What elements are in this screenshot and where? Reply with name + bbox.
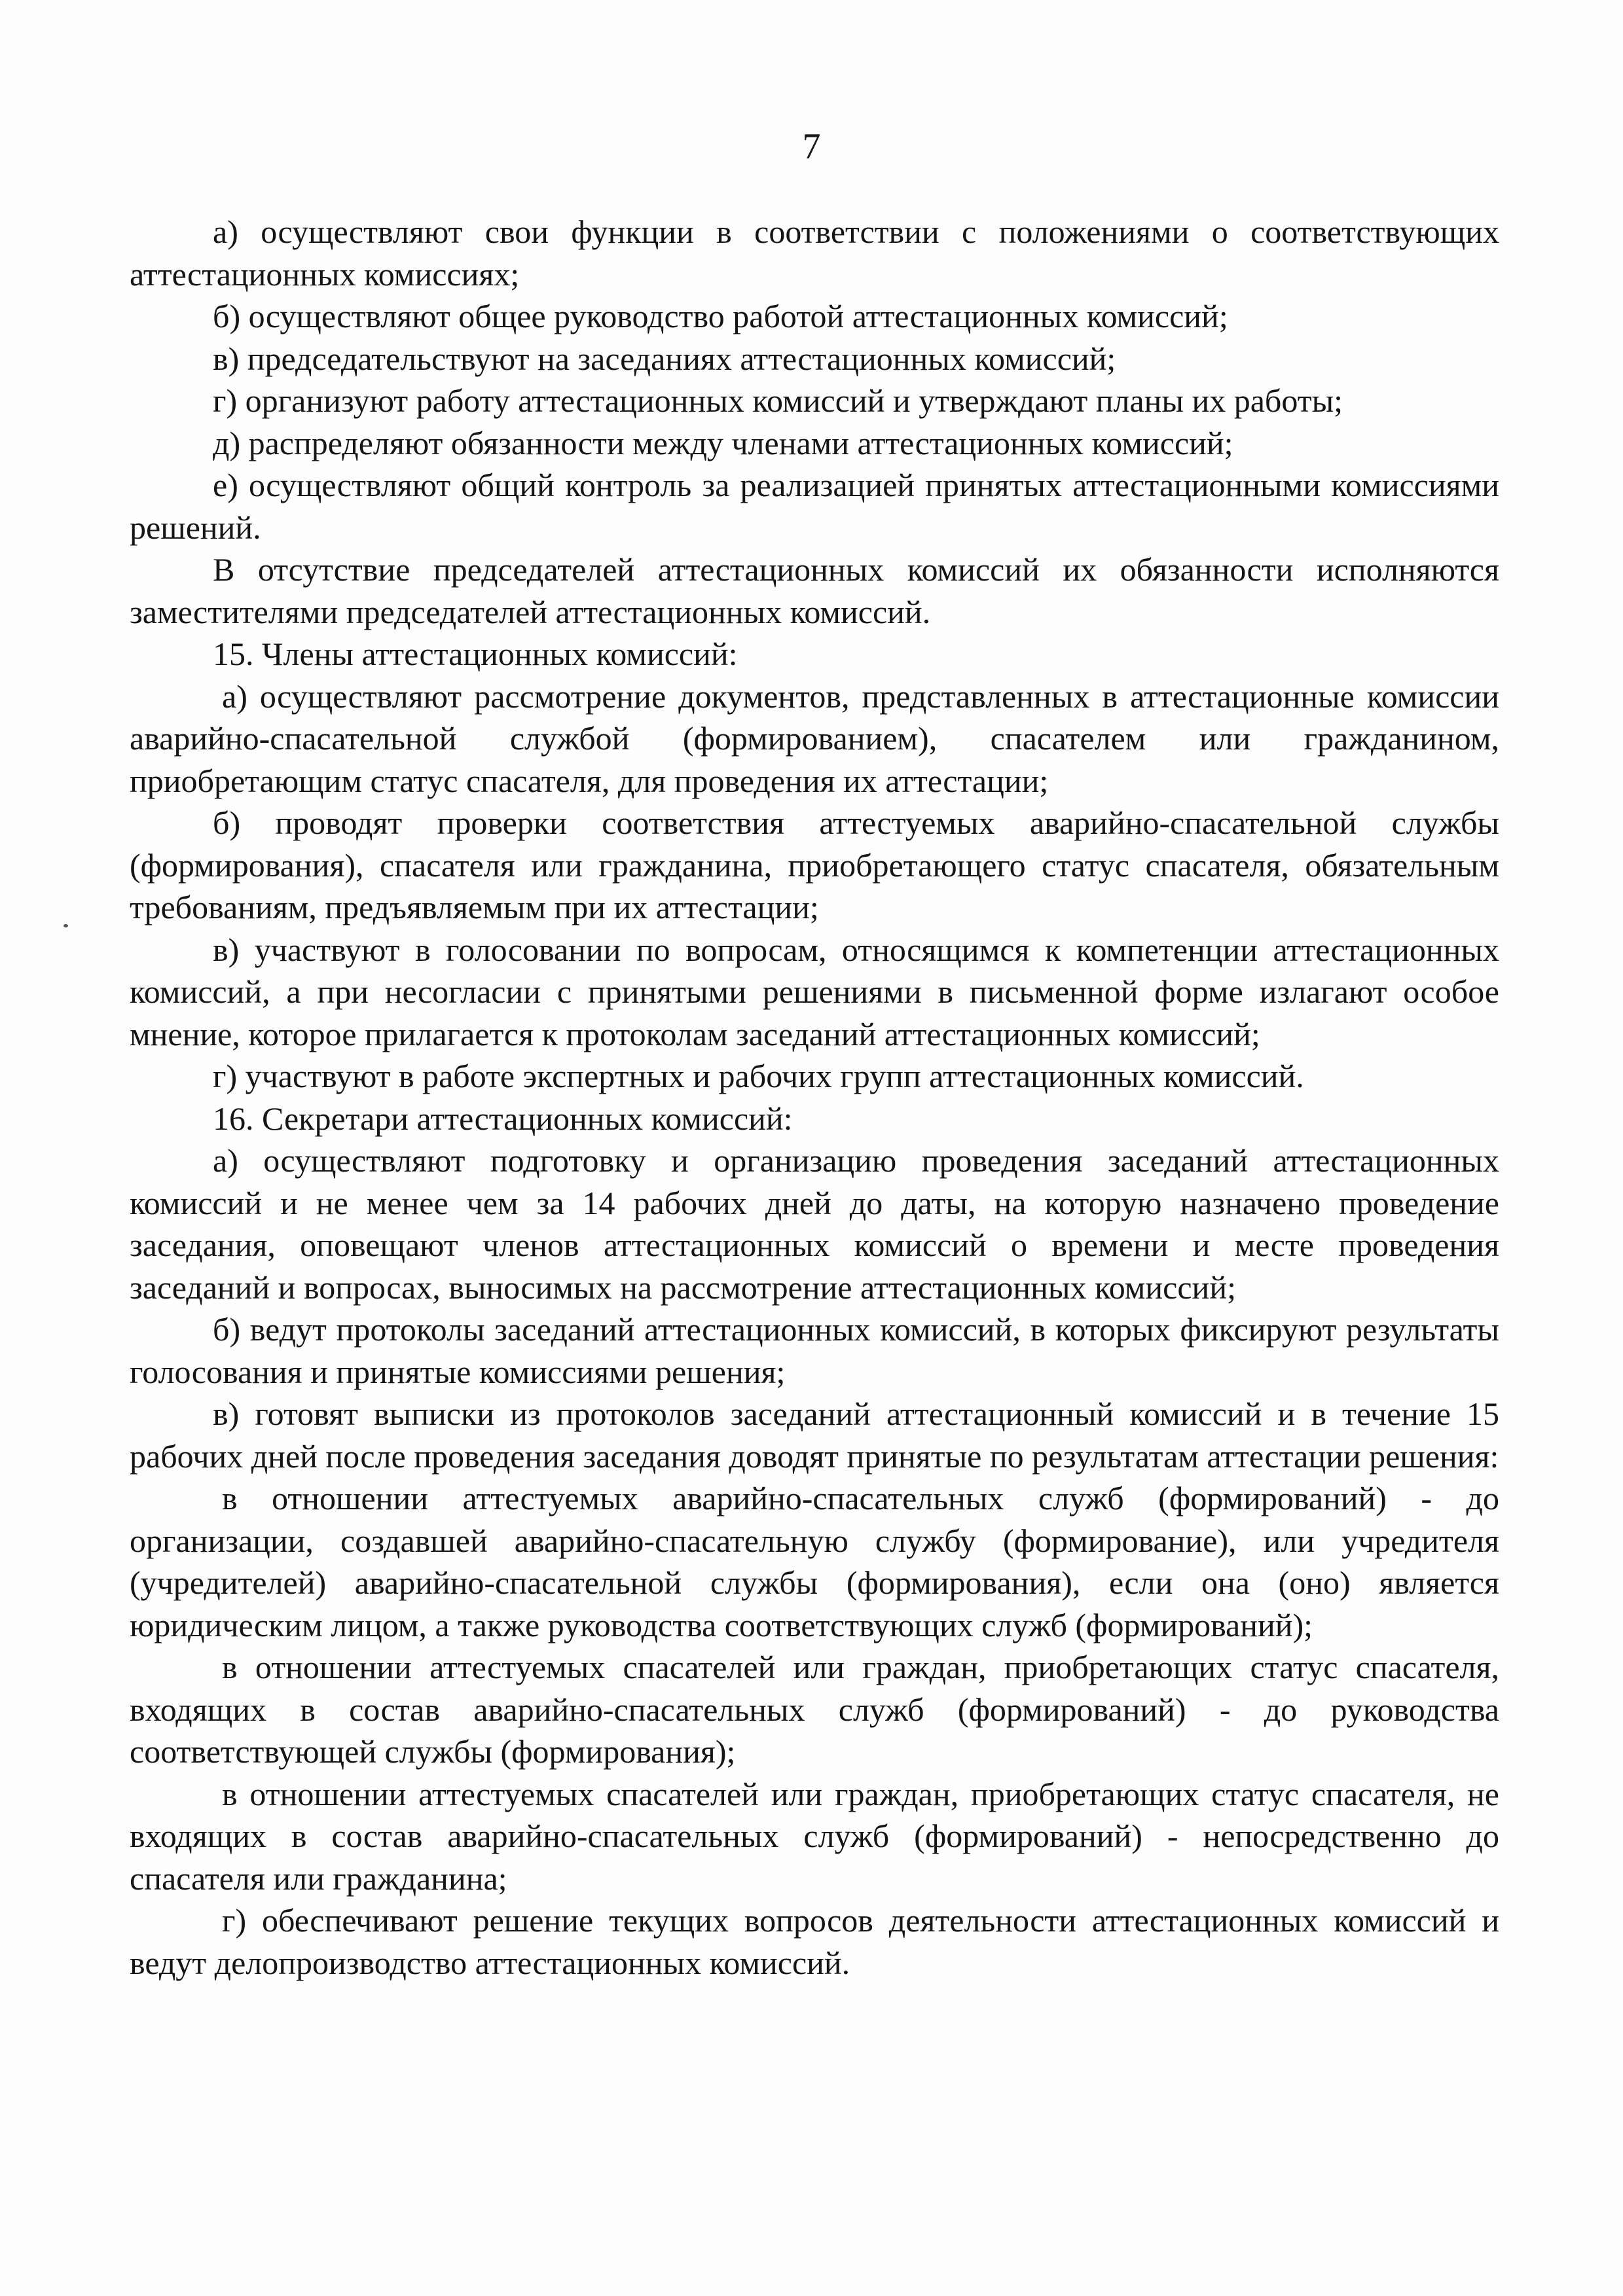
section-16-heading: 16. Секретари аттестационных комиссий: — [213, 1100, 793, 1137]
paragraph-16v-services: в отношении аттестуемых аварийно-спасательных служб (формирований) - до организации, создавшей аварийно-спасательную службу (формирование), или учредителя (учредителей) аварийно-спасательной службы (формирования), если она (оно) является юридическим лицом, а также руководства соответствующих служб (формирований); — [130, 1480, 1499, 1643]
scan-artifact — [64, 924, 68, 927]
paragraph-14g: г) организуют работу аттестационных комиссий и утверждают планы их работы; — [213, 382, 1343, 419]
paragraph-16v-members: в отношении аттестуемых спасателей или граждан, приобретающих статус спасателя, входящих в состав аварийно-спасательных служб (формирований) - до руководства соответствующей службы (формирования); — [130, 1649, 1499, 1770]
paragraph-16b: б) ведут протоколы заседаний аттестационных комиссий, в которых фиксируют результаты голосования и принятые комиссиями решения; — [130, 1311, 1499, 1390]
paragraph-15b: б) проводят проверки соответствия аттестуемых аварийно-спасательной службы (формирования), спасателя или гражданина, приобретающего статус спасателя, обязательным требованиям, предъявляемым при их аттестации; — [130, 804, 1499, 925]
paragraph-14b: б) осуществляют общее руководство работой аттестационных комиссий; — [213, 298, 1228, 334]
paragraph-15g: г) участвуют в работе экспертных и рабочих групп аттестационных комиссий. — [213, 1058, 1304, 1094]
page-number: 7 — [802, 126, 821, 167]
paragraph-14a: а) осуществляют свои функции в соответствии с положениями о соответствующих аттестационных комиссиях; — [130, 213, 1499, 293]
paragraph-14v: в) председательствуют на заседаниях аттестационных комиссий; — [213, 340, 1116, 377]
section-15-heading: 15. Члены аттестационных комиссий: — [213, 636, 738, 672]
paragraph-15a: а) осуществляют рассмотрение документов, представленных в аттестационные комиссии аварийно-спасательной службой (формированием), спасателем или гражданином, приобретающим статус спасателя, для проведения их аттестации; — [130, 677, 1499, 799]
paragraph-absence: В отсутствие председателей аттестационных комиссий их обязанности исполняются заместителями председателей аттестационных комиссий. — [130, 551, 1499, 630]
paragraph-16g: г) обеспечивают решение текущих вопросов деятельности аттестационных комиссий и ведут делопроизводство аттестационных комиссий. — [130, 1902, 1499, 1981]
paragraph-16a: а) осуществляют подготовку и организацию проведения заседаний аттестационных комиссий и не менее чем за 14 рабочих дней до даты, на которую назначено проведение заседания, оповещают членов аттестационных комиссий о времени и месте проведения заседаний и вопросах, выносимых на рассмотрение аттестационных комиссий; — [130, 1142, 1499, 1306]
paragraph-14e: е) осуществляют общий контроль за реализацией принятых аттестационными комиссиями решений. — [130, 467, 1499, 546]
paragraph-16v-nonmembers: в отношении аттестуемых спасателей или граждан, приобретающих статус спасателя, не входящих в состав аварийно-спасательных служб (формирований) - непосредственно до спасателя или гражданина; — [130, 1775, 1499, 1897]
paragraph-14d: д) распределяют обязанности между членами аттестационных комиссий; — [213, 424, 1233, 461]
paragraph-15v: в) участвуют в голосовании по вопросам, относящимся к компетенции аттестационных комиссий, а при несогласии с принятыми решениями в письменной форме излагают особое мнение, которое прилагается к протоколам заседаний аттестационных комиссий; — [130, 931, 1499, 1052]
paragraph-16v: в) готовят выписки из протоколов заседаний аттестационный комиссий и в течение 15 рабочих дней после проведения заседания доводят принятые по результатам аттестации решения: — [130, 1395, 1499, 1475]
document-body — [130, 211, 1499, 1984]
